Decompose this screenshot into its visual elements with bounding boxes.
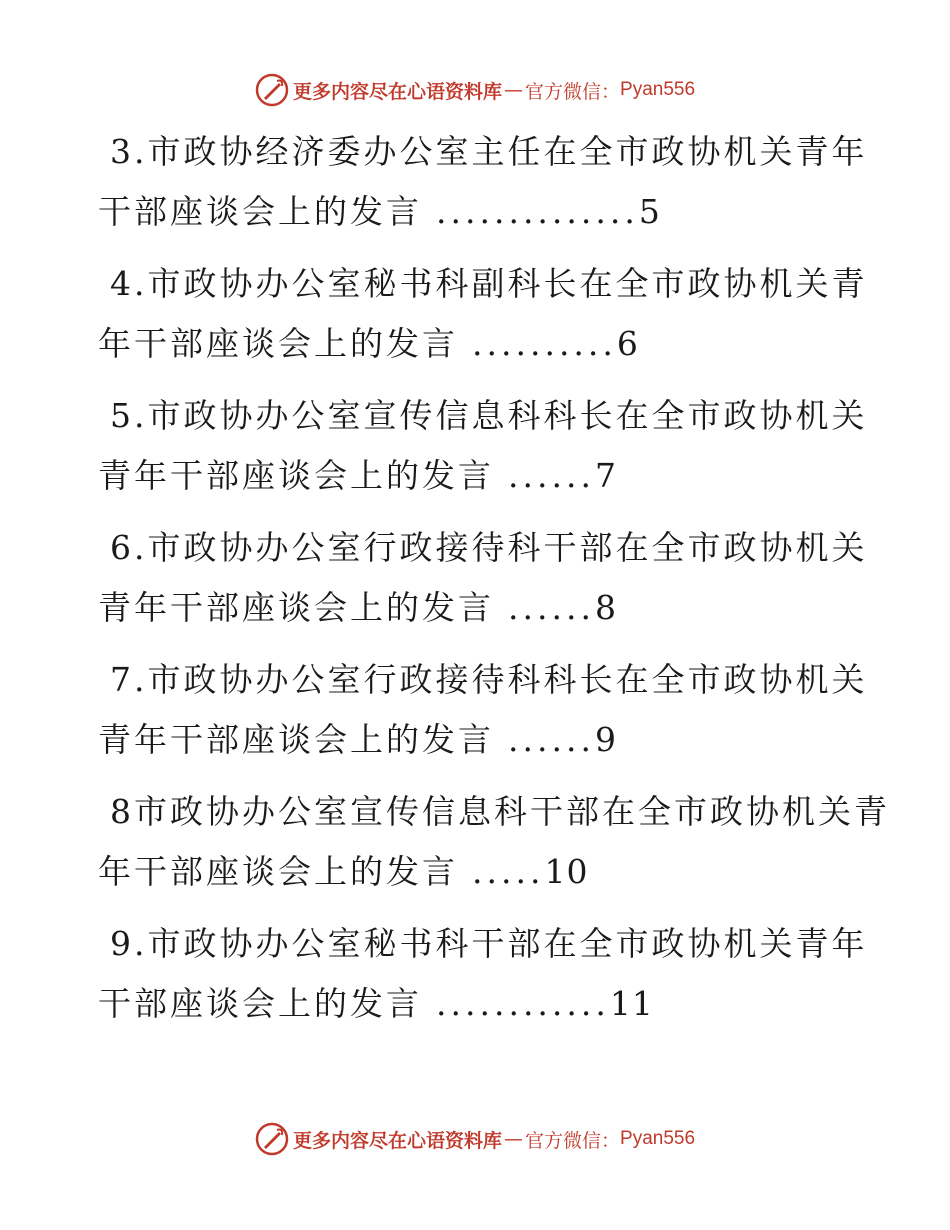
toc-entry-title: 8市政协办公室宣传信息科干部在全市政协机关青 bbox=[110, 792, 890, 831]
toc-entry-title-cont bbox=[98, 446, 858, 506]
quill-logo-icon bbox=[255, 73, 289, 107]
toc-entry-title-tail: 青年干部座谈会上的发言 bbox=[98, 588, 494, 627]
toc-entry[interactable] bbox=[98, 254, 868, 386]
toc-entry-title-cont bbox=[98, 974, 858, 1034]
toc-entry-title-cont bbox=[98, 710, 858, 770]
toc-entry-title-cont bbox=[98, 182, 858, 242]
header-banner bbox=[0, 70, 950, 110]
toc-entry-title: 9.市政协办公室秘书科干部在全市政协机关青年 bbox=[110, 924, 868, 963]
toc-page-number: 11 bbox=[609, 984, 654, 1023]
toc-entry-title: 4.市政协办公室秘书科副科长在全市政协机关青 bbox=[110, 264, 868, 303]
toc-entry-title: 3.市政协经济委办公室主任在全市政协机关青年 bbox=[110, 132, 868, 171]
toc-entry-title-cont bbox=[98, 578, 858, 638]
banner-dash: — bbox=[503, 79, 523, 101]
toc-leader-dots: ...... bbox=[508, 456, 595, 495]
toc-leader-dots: .......... bbox=[472, 324, 617, 363]
toc-entry-title-tail: 青年干部座谈会上的发言 bbox=[98, 720, 494, 759]
toc-page-number: 7 bbox=[594, 456, 617, 495]
banner-separator: ： bbox=[601, 1129, 621, 1152]
footer-banner bbox=[0, 1119, 950, 1159]
toc-entry[interactable] bbox=[98, 650, 868, 782]
toc-leader-dots: ...... bbox=[508, 720, 595, 759]
toc-entry[interactable] bbox=[98, 386, 868, 518]
banner-wechat-id: Pyan556 bbox=[620, 79, 696, 100]
toc-entry-title-tail: 年干部座谈会上的发言 bbox=[98, 324, 458, 363]
toc-leader-dots: ...... bbox=[508, 588, 595, 627]
toc-page-number: 9 bbox=[594, 720, 617, 759]
toc-page-number: 6 bbox=[616, 324, 639, 363]
toc-page-number: 10 bbox=[544, 852, 589, 891]
toc-entry-title: 6.市政协办公室行政接待科干部在全市政协机关 bbox=[110, 528, 868, 567]
toc-entry-title-tail: 年干部座谈会上的发言 bbox=[98, 852, 458, 891]
banner-dash: — bbox=[503, 1128, 523, 1150]
banner-wechat-id: Pyan556 bbox=[620, 1128, 696, 1149]
banner-separator: ： bbox=[601, 80, 621, 103]
toc-page-number: 5 bbox=[638, 192, 661, 231]
toc-entry[interactable] bbox=[98, 122, 868, 254]
toc-entry-title-tail: 干部座谈会上的发言 bbox=[98, 192, 422, 231]
toc-entry-title: 5.市政协办公室宣传信息科科长在全市政协机关 bbox=[110, 396, 868, 435]
banner-label: 官方微信 bbox=[524, 80, 601, 103]
toc-leader-dots: ............ bbox=[436, 984, 610, 1023]
table-of-contents bbox=[98, 122, 890, 1046]
toc-page-number: 8 bbox=[594, 588, 617, 627]
toc-entry-title: 7.市政协办公室行政接待科科长在全市政协机关 bbox=[110, 660, 868, 699]
quill-logo-icon bbox=[255, 1122, 289, 1156]
toc-entry[interactable] bbox=[98, 782, 890, 914]
banner-brand: 更多内容尽在心语资料库 bbox=[292, 80, 502, 103]
banner-label: 官方微信 bbox=[524, 1129, 601, 1152]
toc-entry-title-tail: 干部座谈会上的发言 bbox=[98, 984, 422, 1023]
toc-entry[interactable] bbox=[98, 518, 868, 650]
toc-entry[interactable] bbox=[98, 914, 868, 1046]
toc-entry-title-tail: 青年干部座谈会上的发言 bbox=[98, 456, 494, 495]
banner-brand: 更多内容尽在心语资料库 bbox=[292, 1129, 502, 1152]
toc-entry-title-cont bbox=[98, 314, 858, 374]
toc-leader-dots: .............. bbox=[436, 192, 639, 231]
toc-entry-title-cont bbox=[98, 842, 858, 902]
toc-leader-dots: ..... bbox=[472, 852, 545, 891]
